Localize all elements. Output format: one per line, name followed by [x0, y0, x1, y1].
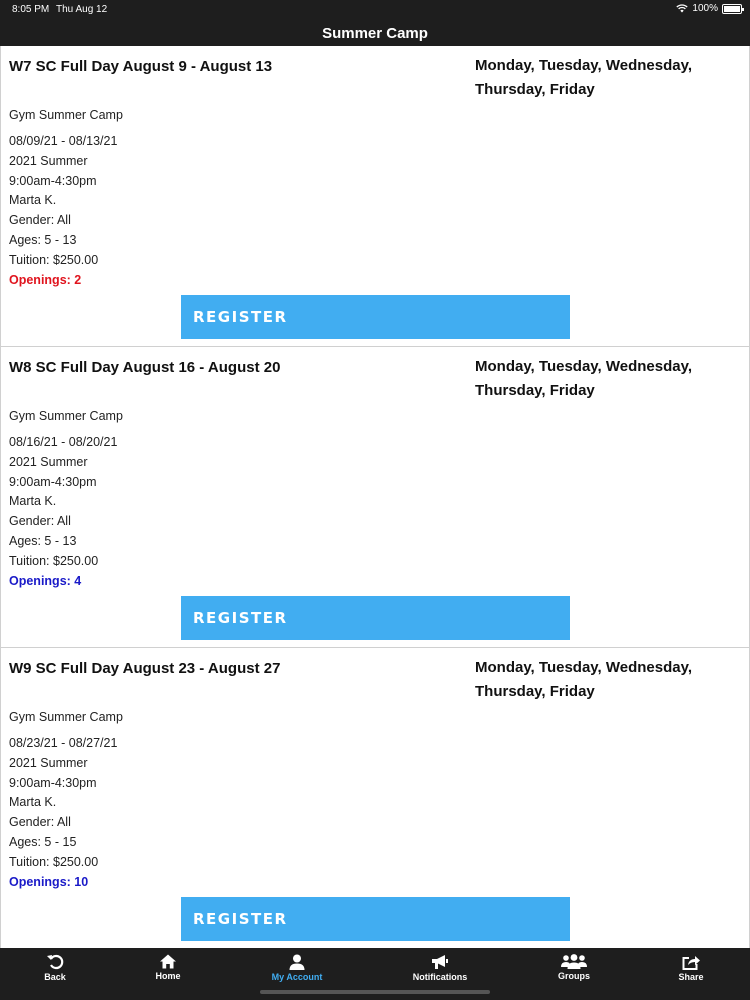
- tab-label: Home: [155, 971, 181, 981]
- camp-days: Monday, Tuesday, Wednesday, Thursday, Friday: [475, 358, 692, 399]
- tab-label: Back: [44, 972, 66, 982]
- camp-category: Gym Summer Camp: [9, 710, 123, 724]
- camp-card: [0, 648, 750, 948]
- camp-details: [9, 433, 117, 591]
- tab-groups[interactable]: [529, 954, 619, 981]
- camp-ages: Ages: 5 - 13: [9, 533, 77, 548]
- camp-tuition: Tuition: $250.00: [9, 252, 99, 267]
- camp-dates: 08/23/21 - 08/27/21: [9, 736, 118, 750]
- tab-home[interactable]: [123, 954, 213, 981]
- camp-season: 2021 Summer: [9, 153, 88, 168]
- register-button[interactable]: REGISTER: [181, 897, 570, 941]
- camp-time: 9:00am-4:30pm: [9, 474, 97, 489]
- camp-instructor: Marta K.: [9, 193, 57, 208]
- status-indicators: [676, 3, 742, 14]
- camp-category: Gym Summer Camp: [9, 409, 123, 423]
- camp-ages: Ages: 5 - 15: [9, 834, 77, 849]
- camp-details: [9, 132, 117, 290]
- camp-openings: Openings: 2: [9, 272, 82, 287]
- battery-percent: 100%: [692, 3, 718, 14]
- home-indicator: [260, 990, 490, 994]
- camp-days: Monday, Tuesday, Wednesday, Thursday, Friday: [475, 57, 692, 98]
- camp-season: 2021 Summer: [9, 454, 88, 469]
- wifi-icon: [676, 4, 688, 13]
- camp-tuition: Tuition: $250.00: [9, 854, 99, 869]
- tab-label: My Account: [271, 972, 323, 982]
- camp-title: W7 SC Full Day August 9 - August 13: [9, 58, 273, 75]
- camp-openings: Openings: 4: [9, 573, 82, 588]
- camp-card: [0, 46, 750, 347]
- camp-gender: Gender: All: [9, 213, 71, 228]
- register-button[interactable]: REGISTER: [181, 295, 570, 339]
- megaphone-icon: [431, 954, 449, 970]
- battery-icon: [722, 4, 742, 14]
- camp-time: 9:00am-4:30pm: [9, 173, 97, 188]
- tab-share[interactable]: [646, 954, 736, 982]
- tab-notifications[interactable]: [395, 954, 485, 982]
- camp-card: [0, 347, 750, 648]
- camp-season: 2021 Summer: [9, 755, 88, 770]
- camp-openings: Openings: 10: [9, 874, 89, 889]
- camp-title: W9 SC Full Day August 23 - August 27: [9, 660, 281, 677]
- camp-dates: 08/16/21 - 08/20/21: [9, 435, 118, 449]
- tab-label: Share: [678, 972, 704, 982]
- register-button[interactable]: REGISTER: [181, 596, 570, 640]
- camp-instructor: Marta K.: [9, 494, 57, 509]
- camp-days: Monday, Tuesday, Wednesday, Thursday, Friday: [475, 659, 692, 700]
- camp-tuition: Tuition: $250.00: [9, 553, 99, 568]
- home-icon: [160, 954, 176, 969]
- page-title: Summer Camp: [322, 25, 428, 42]
- camp-instructor: Marta K.: [9, 795, 57, 810]
- back-arrow-icon: [46, 954, 64, 970]
- camp-details: [9, 734, 117, 892]
- status-date: Thu Aug 12: [56, 4, 108, 15]
- tab-back[interactable]: [10, 954, 100, 982]
- person-icon: [289, 954, 305, 970]
- tab-label: Notifications: [412, 972, 468, 982]
- camp-title: W8 SC Full Day August 16 - August 20: [9, 359, 281, 376]
- tab-label: Groups: [557, 971, 590, 981]
- camp-dates: 08/09/21 - 08/13/21: [9, 134, 118, 148]
- status-bar: [0, 0, 750, 20]
- camp-gender: Gender: All: [9, 815, 71, 830]
- share-icon: [682, 954, 700, 970]
- tab-my-account[interactable]: [252, 954, 342, 982]
- camp-time: 9:00am-4:30pm: [9, 775, 97, 790]
- camp-category: Gym Summer Camp: [9, 108, 123, 122]
- camp-ages: Ages: 5 - 13: [9, 232, 77, 247]
- camp-list[interactable]: [0, 46, 750, 948]
- status-time: 8:05 PM: [12, 4, 50, 15]
- group-icon: [561, 954, 587, 969]
- camp-gender: Gender: All: [9, 514, 71, 529]
- page-title-bar: [0, 20, 750, 46]
